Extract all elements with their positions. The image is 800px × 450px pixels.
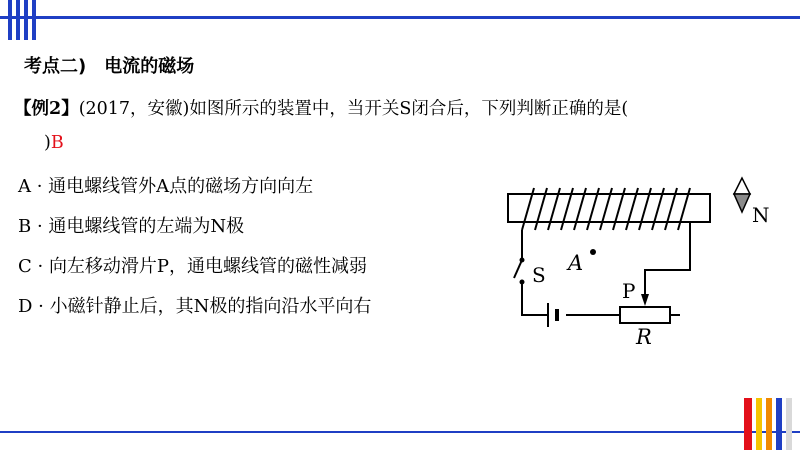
example-bracket-open: 【 [14,99,32,119]
option-b: B · 通电螺线管的左端为N极 [18,216,245,237]
close-paren: ) [44,133,51,153]
option-c: C · 向左移动滑片P，通电螺线管的磁性减弱 [18,256,368,277]
answer-text: B [50,133,64,153]
battery [548,303,557,327]
question-line-1 [14,92,789,126]
slider-arrow [641,294,649,306]
label-a: A [568,251,584,275]
question-source: (2017，安徽) [78,99,190,119]
section-label: 考点二) [24,56,87,77]
rheostat [620,307,670,323]
deco-bar [766,398,772,450]
bottom-right-decoration [744,398,800,450]
question-text: 如图所示的装置中，当开关S闭合后，下列判断正确的是( [189,99,629,119]
deco-bar [8,0,12,40]
label-s: S [532,263,546,287]
circuit-diagram [500,170,790,360]
deco-bar [32,0,36,40]
label-n: N [752,203,770,227]
top-divider [0,16,800,19]
switch [514,258,525,285]
compass-needle [734,178,750,212]
deco-bar [776,398,782,450]
example-label: 例2 [31,99,62,119]
section-name: 电流的磁场 [104,56,195,77]
point-a-dot [590,249,596,255]
label-r: R [636,325,652,349]
label-p: P [622,279,636,303]
bottom-divider [0,431,800,433]
deco-bar [16,0,20,40]
deco-bar [756,398,762,450]
circuit-wires [522,222,690,315]
question-stem [14,92,789,160]
option-d: D · 小磁针静止后，其N极的指向沿水平向右 [18,296,372,317]
deco-bar [24,0,28,40]
top-left-decoration [0,0,40,58]
deco-bar [744,398,752,450]
example-bracket-close: 】 [61,99,79,119]
deco-bar [786,398,792,450]
question-line-2 [14,126,789,160]
option-a: A · 通电螺线管外A点的磁场方向向左 [18,176,314,197]
section-title [24,52,194,78]
